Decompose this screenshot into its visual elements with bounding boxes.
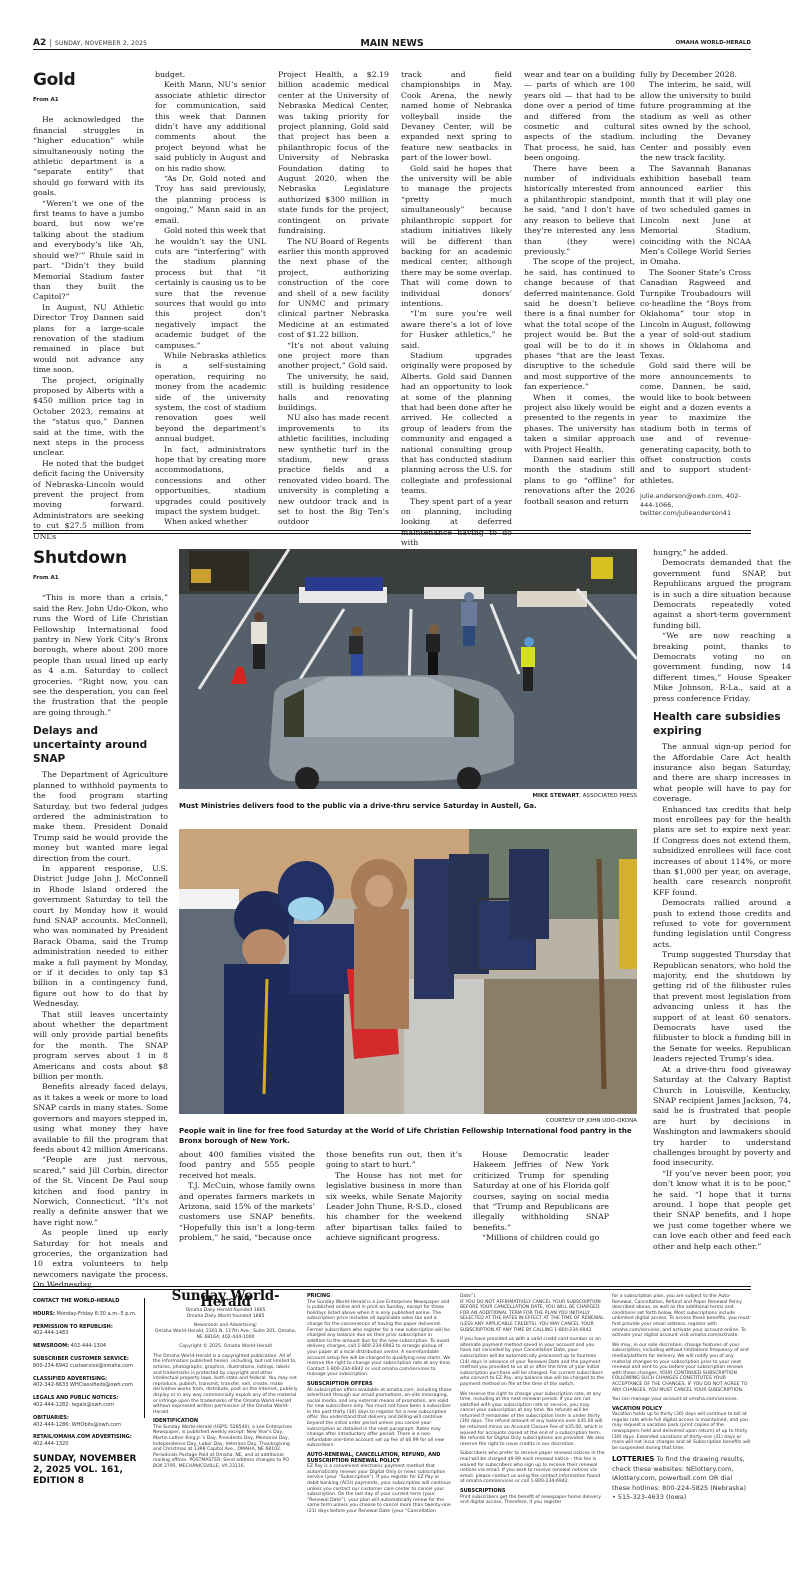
- newsroom-label: Newsroom and Advertising:: [193, 1323, 258, 1329]
- photo-credit: [179, 793, 637, 799]
- vacation-title: VACATION POLICY: [612, 1405, 663, 1412]
- shutdown-article-col2: [179, 1150, 315, 1244]
- text: IF YOU DO NOT AFFIRMATIVELY CANCEL YOUR SUBSCRIPTION BEFORE YOUR CANCELLATION DATE, YOU WILL BE CHARGED FOR AN ADDITIONAL TERM FOR THE PLAN YOU INITIALLY SELECTED AT THE RATES IN EFFECT AT THE TIME OF RENEWAL (LESS ANY APPLICABLE CREDITS). YOU MAY CANCEL YOUR SUBSCRIPTION AT ANY TIME BY CALLING 1-800-234-6942.: [460, 1299, 604, 1333]
- paragraph: The annual sign-up period for the Affordable Care Act health insurance also began Saturday, and there are sharp increases in what people will have to pay for coverage.: [653, 742, 791, 804]
- lotteries-text: To find the drawing results, check these websites: NElottery.com, IAlottery.com, powerball.com OR dial these hotlines: 800-224-5825 (Nebraska) • 515-323-4633 (Iowa): [612, 1455, 746, 1502]
- gold-article-col1: [33, 70, 144, 542]
- drive-thru-photo: [179, 549, 637, 789]
- article-divider: [33, 530, 751, 534]
- value: 402-444-1282: legals@owh.com: [33, 1401, 114, 1408]
- section-name: MAIN NEWS: [360, 38, 424, 49]
- photo-credit: COURTESY OF JOHN UDO-OKONA: [546, 1118, 637, 1124]
- vacation-text: Vacation holds up to thirty (30) days will continue to bill at regular rate while full digital access is maintained, and you may request a vacation pack (print copies of the newspapers held and delivered upon return) of up to thirty (30) days. Extended vacations of thirty-one (31) days or more will not incur charges and all Subscription benefits will be suspended during that time.: [612, 1412, 751, 1451]
- shutdown-article-col5: [653, 548, 791, 1252]
- value: Monday-Friday 6:30 a.m.-5 p.m.: [56, 1310, 137, 1317]
- pricing-block: [307, 1294, 452, 1519]
- founded-line: Omaha Daily World founded 1885: [186, 1313, 265, 1319]
- page-folio: A2 | SUNDAY, NOVEMBER 2, 2025: [33, 38, 148, 48]
- paragraph: “As Dr. Gold noted and Troy has said previously, the planning process is ongoing,” Mann said in an email.: [155, 174, 266, 225]
- label: PERMISSION TO REPUBLISH:: [33, 1323, 113, 1330]
- footer-divider: [33, 1286, 751, 1290]
- subscription-terms-block: [612, 1294, 751, 1503]
- photo-caption: People wait in line for free food Saturday at the World of Life Christian Fellowship International food pantry in the Bronx borough of New York.: [179, 1127, 632, 1145]
- label: NEWSROOM:: [33, 1343, 70, 1350]
- paragraph: NU also has made recent improvements to its athletic facilities, including new synthetic turf in the stadium, new grass practice fields and a renovated video board. The university is completing a new outdoor track and is set to host the Big Ten’s outdoor: [278, 413, 389, 527]
- paragraph: The Department of Agriculture planned to withhold payments to the food program starting Saturday, but two federal judges ordered the administration to make them. President Donald Trump said he would provide the money but wanted more legal direction from the court.: [33, 770, 168, 863]
- subscriptions-title: SUBSCRIPTIONS: [460, 1488, 506, 1494]
- pricing-text: The Sunday World-Herald is a Lee Enterprises Newspaper and is published online and in print on Sunday, except for those holidays listed above when it is only published online. The subscription price includes all applicable sales tax and a charge for the convenience of having the paper delivered. Former subscribers who register for a new subscription will be charged any balance due on their prior subscription in addition to the amount due for the new subscription. To avoid delivery charges, call 1-800-234-6942 to arrange pickup of your paper at a local distribution center. A nonrefundable account setup fee will be charged to qualifying new starts. We reserve the right to change your subscription rate at any time. Contact 1-800-234-6942 or visit omaha.com/services to manage your subscription.: [307, 1299, 452, 1378]
- label: RETAIL/OMAHA.COM ADVERTISING:: [33, 1434, 132, 1441]
- parking-lot-image: [179, 549, 637, 789]
- contact-hours: [33, 1311, 138, 1318]
- text: Subscribers who prefer to receive paper renewal notices in the mail will be charged $9.99 each renewal notice – this fee is waived for subscribers who sign up to receive their renewal notices via email. If you wish to receive renewal notices via email, please contact us using the contact information found at omaha.com/services or call 1-800-234-6942.: [460, 1451, 605, 1485]
- value: 402-444-1320: [33, 1441, 69, 1448]
- gold-jump-label: From A1: [33, 97, 59, 103]
- photo-agency: , ASSOCIATED PRESS: [579, 793, 637, 799]
- label: OBITUARIES:: [33, 1414, 69, 1421]
- gold-headline: Gold: [33, 70, 76, 90]
- gold-article-col4: [401, 70, 512, 549]
- renewal-block: [460, 1294, 605, 1510]
- value: 402-342-6633 WHClassifieds@owh.com: [33, 1382, 133, 1389]
- paragraph: Benefits already faced delays, as it takes a week or more to load SNAP cards in many states. Some governors and mayors stepped in, using what money they have available to fill the program that feeds about 42 million Americans.: [33, 1082, 168, 1154]
- founded-line: Omaha Daily Herald founded 1865: [185, 1308, 266, 1314]
- offers-text: All subscription offers available at omaha.com, including those advertised through our email promotions, on-site messaging, social media, and any external means of promotion, are valid for new subscribers only. You must not have been a subscriber in the past thirty (30) days to register for a new subscription offer. You understand that delivery and billing will continue beyond the initial order period unless you cancel your subscription as detailed in the next paragraph. Rates may change after introductory offer period. There is a non-refundable one-time account set up fee of $6.99 for all new subscribers.: [307, 1387, 452, 1449]
- value: 402-444-1304: [70, 1343, 107, 1350]
- shutdown-jump-label: From A1: [33, 575, 59, 581]
- paragraph: While Nebraska athletics is a self-sustaining operation, requiring no money from the academic side of the university system, the cost of stadium renovation goes well beyond the department’s annual budget.: [155, 350, 266, 444]
- paragraph: Dannen said earlier this month the stadium still plans to go “offline” for renovations after the 2026 football season and return: [524, 455, 635, 506]
- shutdown-article-col4: [473, 1150, 609, 1244]
- copyright: Copyright © 2025, Omaha World-Herald: [179, 1344, 272, 1350]
- paragraph: about 400 families visited the food pantry and 555 people received hot meals.: [179, 1150, 315, 1180]
- text: We may, in our sole discretion, change features of your subscription, including without limitations frequency of and media/platform for delivery. We will notify you of any material changes to your subscription prior to your next renewal and sent to you before your subscription renews with those changes. YOUR CONTINUED SUBSCRIPTION FOLLOWING SUCH CHANGES CONSTITUTES YOUR ACCEPTANCE OF THE CHANGES. IF YOU DO NOT AGREE TO ANY CHANGES, YOU MUST CANCEL YOUR SUBSCRIPTION.: [612, 1342, 749, 1393]
- identification-title: IDENTIFICATION: [153, 1418, 199, 1425]
- contact-newsroom: [33, 1343, 138, 1350]
- paragraph: House Democratic leader Hakeem Jeffries of New York criticized Trump for spending Saturday at one of his Florida golf courses, saying on social media that “Trump and Republicans are illegally withholding SNAP benefits.”: [473, 1150, 609, 1232]
- paragraph: The project, originally proposed by Alberts with a $450 million price tag in October 2023, remains at the “status quo,” Dannen said at the time, with the next steps in the process unclear.: [33, 375, 144, 458]
- paragraph: track and field championships in May. Cook Arena, the newly named home of Nebraska volleyball inside the Devaney Center, will be expanded next spring to feature new seatbacks in part of the lower bowl.: [401, 70, 512, 163]
- paragraph: “We are now reaching a breaking point, thanks to Democrats voting no on government funding, now 14 different times,” House Speaker Mike Johnson, R-La., said at a press conference Friday.: [653, 631, 791, 703]
- identification-text: The Sunday World-Herald (USPS: 528540), a Lee Enterprises Newspaper, is published weekly except: New Year’s Day, Martin Luther King Jr.’s Day, Presidents Day, Memorial Day, Independence Day, Labor Day, Veterans Day, Thanksgiving and Christmas at 1398 Capitol Ave., OMAHA, NE 68102. Periodicals Postage Paid at Omaha, NE, and at additional mailing offices. POSTMASTER: Send address changes to PO BOX 2795, MECHANICSVILLE, VA 23116.: [153, 1424, 293, 1470]
- lotteries-block: [612, 1455, 751, 1503]
- paragraph: Stadium upgrades originally were proposed by Alberts. Gold said Dannen had an opportunity to look at some of the planning that had been done after he arrived. He collected a group of leaders from the community and engaged a national consulting group that has conducted stadium planning across the U.S. for collegiate and professional teams.: [401, 350, 512, 496]
- shutdown-article-col3: [326, 1150, 462, 1244]
- food-line-photo: [179, 829, 637, 1114]
- paragraph: The interim, he said, will allow the university to build future programming at the stadium as well as other sites owned by the school, including the Devaney Center and possibly even the new track facility.: [640, 80, 751, 163]
- paragraph: He acknowledged the financial struggles in “higher education” while simultaneously noting the athletic department is a “separate entity” that should go forward with its goals.: [33, 115, 144, 198]
- paragraph: The House has not met for legislative business in more than six weeks, while Senate Majority Leader John Thune, R-S.D., closed his chamber for the weekend after bipartisan talks failed to achieve significant progress.: [326, 1170, 462, 1243]
- paragraph: When it comes, the project also likely would be presented to the regents in phases. The university has taken a similar approach with Project Health.: [524, 392, 635, 454]
- paragraph: At a drive-thru food giveaway Saturday at the Calvary Baptist Church in Louisville, Kentucky, SNAP recipient James Jackson, 74, said he is frustrated that people are hurt by decisions in Washington and lawmakers should try harder to understand challenges brought by poverty and food insecurity.: [653, 1064, 791, 1168]
- masthead-block: [153, 1288, 298, 1474]
- subhead-health-care: Health care subsidies expiring: [653, 711, 781, 738]
- text: You can manage your account at omaha.com/services.: [612, 1397, 738, 1403]
- paragraph: T.J. McCuin, whose family owns and operates farmers markets in Arizona, said 15% of the markets’ customers use SNAP benefits. “Hopefully this isn’t a long-term problem,” he said, “because once: [179, 1181, 315, 1243]
- label: HOURS:: [33, 1310, 55, 1317]
- subscriptions-text: Print subscribers get the benefit of newspaper home delivery and digital access. Therefore, if you register: [460, 1494, 601, 1506]
- label: CLASSIFIED ADVERTISING:: [33, 1375, 108, 1382]
- gold-article-col3: [278, 70, 389, 528]
- paragraph: budget.: [155, 70, 186, 79]
- label: SUBSCRIBER CUSTOMER SERVICE:: [33, 1355, 129, 1362]
- paragraph: “It’s not about valuing one project more than another project,” Gold said.: [278, 340, 389, 371]
- lotteries-label: LOTTERIES: [612, 1455, 655, 1464]
- photo-caption: Must Ministries delivers food to the public via a drive-thru service Saturday in Austell, Ga.: [179, 802, 537, 810]
- page-header: [33, 38, 751, 50]
- paragraph: The NU Board of Regents earlier this month approved the next phase of the project, authorizing construction of the core and shell of a new facility for UNMC and primary clinical partner Nebraska Medicine at an estimated cost of $1.22 billion.: [278, 236, 389, 340]
- paragraph: Gold said he hopes that the university will be able to manage the projects “pretty much simultaneously” because philanthropic support for stadium initiatives likely will be different than backing for an academic medical center, although there may be some overlap. That will come down to individual donors’ intentions.: [401, 163, 512, 308]
- newspaper-page: [33, 0, 791, 1584]
- paragraph: Enhanced tax credits that help most enrollees pay for the health plans are set to expire next year. If Congress does not extend them, subsidized enrollees will face cost increases of about 114%, or more than $1,000 per year, on average, health care research nonprofit KFF found.: [653, 804, 791, 897]
- paragraph: They spent part of a year on planning, including looking at deferred maintenance having to do with: [401, 496, 512, 548]
- value: 800-234-6942 custservice@omaha.com: [33, 1362, 133, 1369]
- contact-retail: [33, 1434, 138, 1448]
- paragraph: The university, he said, still is building residence halls and renovating buildings.: [278, 371, 389, 412]
- text: If you have provided us with a valid credit card number or an alternate payment method saved in your account and you have not cancelled by your Cancellation Date, your subscription will be automatically processed up to fourteen (14) days in advance of your Renewal Date and the payment method you provided to us at or after the time of your initial subscription purchase will be charged. For current subscribers who convert to EZ Pay, any balance due will be charged to the payment method on file at the time of the switch.: [460, 1337, 605, 1387]
- paragraph: “I’m sure you’re well aware there’s a lot of love for Husker athletics,” he said.: [401, 309, 512, 350]
- contact-classified: [33, 1376, 138, 1390]
- address: Omaha World-Herald, 2301 N. 117th Ave., Suite 201, Omaha, NE 68164; 402-444-1000: [154, 1328, 297, 1340]
- paragraph: In August, NU Athletic Director Troy Dannen said plans for a large-scale renovation of the stadium remained in place but would not advance any time soon.: [33, 302, 144, 375]
- paragraph: Gold said there will be more announcements to come. Dannen, he said, would like to book between eight and a dozen events a year to maximize the stadium both in terms of use and of revenue-generating capacity, both to offset construction costs and to support student-athletes.: [640, 361, 751, 485]
- autorenew-text: EZ Pay is a convenient electronic payment method that automatically renews your Digital Only or news subscription service (your “Subscription”). If you register for EZ Pay or debit banking (ACH) payments, your subscription will continue unless you contact our customer care center to cancel your subscription. On the last day of your current term (your “Renewal Date”), your plan will automatically renew for the same term unless you choose to cancel more than twenty-one (21) days before your Renewal Date (your “Cancellation: [307, 1464, 451, 1514]
- gold-article-col2: [155, 70, 266, 528]
- paragraph: “People are just nervous, scared,” said Jill Corbin, director of the St. Vincent De Paul soup kitchen and food pantry in Norwich, Connecticut. “It’s not really a definite answer that we have right now.”: [33, 1155, 168, 1227]
- paragraph: “Millions of children could go: [482, 1233, 600, 1243]
- text: for a subscription plan, you are subject to the Auto-Renewal, Cancellation, Refund and Paper Renewal Policy described above, as well as the additional terms and conditions set forth below. Most subscriptions include unlimited digital access. To access these benefits, you must first provide your email address, register with omaha.com/services, and activate your account online. To activate your digital account visit omaha.com/activate.: [612, 1294, 750, 1339]
- masthead-logo: Sunday World-Herald: [171, 1288, 280, 1310]
- paragraph: When asked whether: [164, 517, 248, 527]
- offers-title: SUBSCRIPTION OFFERS: [307, 1380, 373, 1387]
- paragraph: those benefits run out, then it’s going to start to hurt.”: [326, 1150, 462, 1170]
- paragraph: In fact, administrators hope that by creating more accommodations, concessions and other opportunities, stadium upgrades could positively impact the system budget.: [155, 444, 266, 517]
- pricing-title: PRICING: [307, 1293, 331, 1299]
- paragraph: Trump suggested Thursday that Republican senators, who hold the majority, end the shutdown by getting rid of the filibuster rules that prevent most legislation from advancing unless it has the support of at least 60 senators. Democrats have used the filibuster to block a funding bill in the Senate for weeks. Republican leaders rejected Trump’s idea.: [653, 950, 791, 1064]
- paragraph: The scope of the project, he said, has continued to change because of that deferred maintenance. Gold said he doesn’t believe there is a final number for what the total scope of the project would be. But the goal will be to do it in phases “that are the least disruptive to the schedule and most supportive of the fan experience.”: [524, 257, 635, 392]
- queue-image: [179, 829, 637, 1114]
- gold-article-col6: [640, 70, 751, 518]
- paragraph: In apparent response, U.S. District Judge John J. McConnell in Rhode Island ordered the government Saturday to tell the court by Monday how it would fund SNAP accounts. McConnell, who was nominated by President Barack Obama, said the Trump administration needed to either make a full payment by Monday, or if it decides to only tap $3 billion in a contingency fund, figure out how to do that by Wednesday.: [33, 863, 168, 1009]
- paragraph: The Sooner State’s Cross Canadian Ragweed and Turnpike Troubadours will co-headline the “Boys from Oklahoma” tour stop in Lincoln in August, following a year of sold-out stadium shows in Oklahoma and Texas.: [640, 267, 751, 360]
- paper-name: OMAHA WORLD-HERALD: [675, 40, 751, 46]
- paragraph: fully by December 2028.: [640, 70, 738, 79]
- paragraph: Gold noted this week that he wouldn’t say the UNL cuts are “interfering” with the stadium planning process but that “it certainly is causing us to be sure that the revenue sources that would go into this project don’t negatively impact the academic budget of the campuses.”: [155, 226, 266, 350]
- paragraph: hungry,” he added.: [653, 548, 728, 557]
- author-contact: julie.anderson@owh.com, 402-444-1066, twitter.com/julieanderson41: [640, 492, 741, 518]
- paragraph: The Savannah Bananas exhibition baseball team announced earlier this month that it will play one of two scheduled games in Lincoln next June at Memorial Stadium, coinciding with the NCAA Men’s College World Series in Omaha.: [640, 163, 751, 267]
- footer-rule: [144, 1298, 145, 1418]
- paragraph: wear and tear on a building — parts of which are 100 years old — that had to be done over a period of time and differed from the cosmetic and cultural aspects of the stadium. That process, he said, has been ongoing.: [524, 70, 635, 163]
- text: We reserve the right to change your subscription rate, at any time, including at the next renewal period. If you are not satisfied with your subscription rate or service, you may cancel your subscription at any time. No refunds will be returned if remainder of the subscription term is under thirty (30) days. The refund amount of any balance over $35.00 will be returned minus an Account Closure Fee of $35.00, which is waived for accounts closed at the end of a subscription term. No refunds for Digital Only subscriptions are provided. We also reserve the right to issue credits in our discretion.: [460, 1391, 605, 1447]
- gold-article-col5: [524, 70, 635, 507]
- text: Date”).: [460, 1294, 477, 1299]
- rights-notice: The Omaha World-Herald is a copyrighted publication. All of the information published herein, including, but not limited to, articles, photographs, graphics, illustrations, listings, labels and trademarks is protected by copyright and other intellectual property laws, both state and federal. You may not reproduce, publish, transmit, transfer, sell, create, make derivative works from, distribute, post on the Internet, publicly display or in any way commercially exploit any of the material or infringe upon the trademarks of the Omaha World-Herald without expressed written permission of the Omaha World-Herald.: [153, 1353, 298, 1415]
- edition-info: SUNDAY, NOVEMBER 2, 2025 VOL. 161, EDITION 8: [33, 1453, 137, 1486]
- autorenew-title: AUTO-RENEWAL, CANCELLATION, REFUND, AND SUBSCRIPTION RENEWAL POLICY: [307, 1452, 441, 1464]
- paragraph: “This is more than a crisis,” said the Rev. John Udo-Okon, who runs the Word of Life Christian Fellowship International food pantry in New York City’s Bronx borough, where about 200 more people than usual lined up early as 4 a.m. Saturday to collect groceries. “Right now, you can see the desperation, you can feel the frustration that the people are going through.”: [33, 593, 168, 717]
- shutdown-headline: Shutdown: [33, 548, 127, 568]
- paragraph: Democrats demanded that the government fund SNAP, but Republicans argued the program is in such a dire situation because Democrats repeatedly voted against a short-term government funding bill.: [653, 558, 791, 630]
- photographer-name: MIKE STEWART: [532, 793, 580, 799]
- paragraph: Democrats rallied around a push to extend those credits and refused to vote for government funding legislation until Congress acts.: [653, 898, 791, 949]
- value: 402-444-1483: [33, 1330, 69, 1337]
- label: LEGALS AND PUBLIC NOTICES:: [33, 1395, 119, 1402]
- contact-obituaries: [33, 1415, 138, 1429]
- contact-customer-service: [33, 1356, 138, 1370]
- subhead-snap: Delays and uncertainty around SNAP: [33, 725, 148, 766]
- contact-republish: [33, 1324, 138, 1338]
- issue-date: SUNDAY, NOVEMBER 2, 2025: [54, 40, 148, 47]
- contact-info: [33, 1298, 138, 1487]
- paragraph: Project Health, a $2.19 billion academic medical center at the University of Nebraska Medical Center, was taking priority for project planning, Gold said that project has been a philanthropic focus of the University of Nebraska Foundation dating to August 2020, when the Nebraska Legislature authorized $300 million in state funds for the project, contingent on private fundraising.: [278, 70, 389, 236]
- paragraph: “Weren’t we one of the first teams to have a jumbo board, but now we’re talking about the stadium and everybody’s like ‘Ah, should we?’” Rhule said in part. “Didn’t they build Memorial Stadium faster than they built the Capitol?”: [33, 198, 144, 302]
- paragraph: He noted that the budget deficit facing the University of Nebraska-Lincoln would prevent the project from moving forward. Administrators are seeking to cut $27.5 million from UNL’s: [33, 458, 144, 541]
- paragraph: That still leaves uncertainty about whether the department will only provide partial benefits for the month. The SNAP program serves about 1 in 8 Americans and costs about $8 billion per month.: [33, 1009, 168, 1082]
- shutdown-article-col1: [33, 548, 168, 1291]
- contact-legals: [33, 1395, 138, 1409]
- page-number: A2: [33, 38, 47, 48]
- paragraph: Keith Mann, NU’s senior associate athletic director for communication, said this week that Dannen didn’t have any additional comments about the project beyond what he said publicly in August and on his radio show.: [155, 80, 266, 173]
- value: 402-444-1286; WHObits@owh.com: [33, 1421, 122, 1428]
- paragraph: There have been a number of individuals historically interested from a philanthropic standpoint, he said, “and I don’t have any reason to believe that they’re interested any less than (they were) previously.”: [524, 163, 635, 256]
- paragraph: As people lined up early Saturday for hot meals and groceries, the organization had 10 extra volunteers to help newcomers navigate the process. On Wednesday,: [33, 1228, 168, 1290]
- contact-title: CONTACT THE WORLD-HERALD: [33, 1298, 120, 1304]
- paragraph: “If you’ve never been poor, you don’t know what it is to be poor,” he said. “I hope that it turns around. I hope that people get their SNAP benefits, and I hope we just come together where we can love each other and feed each other and help each other.”: [653, 1168, 791, 1251]
